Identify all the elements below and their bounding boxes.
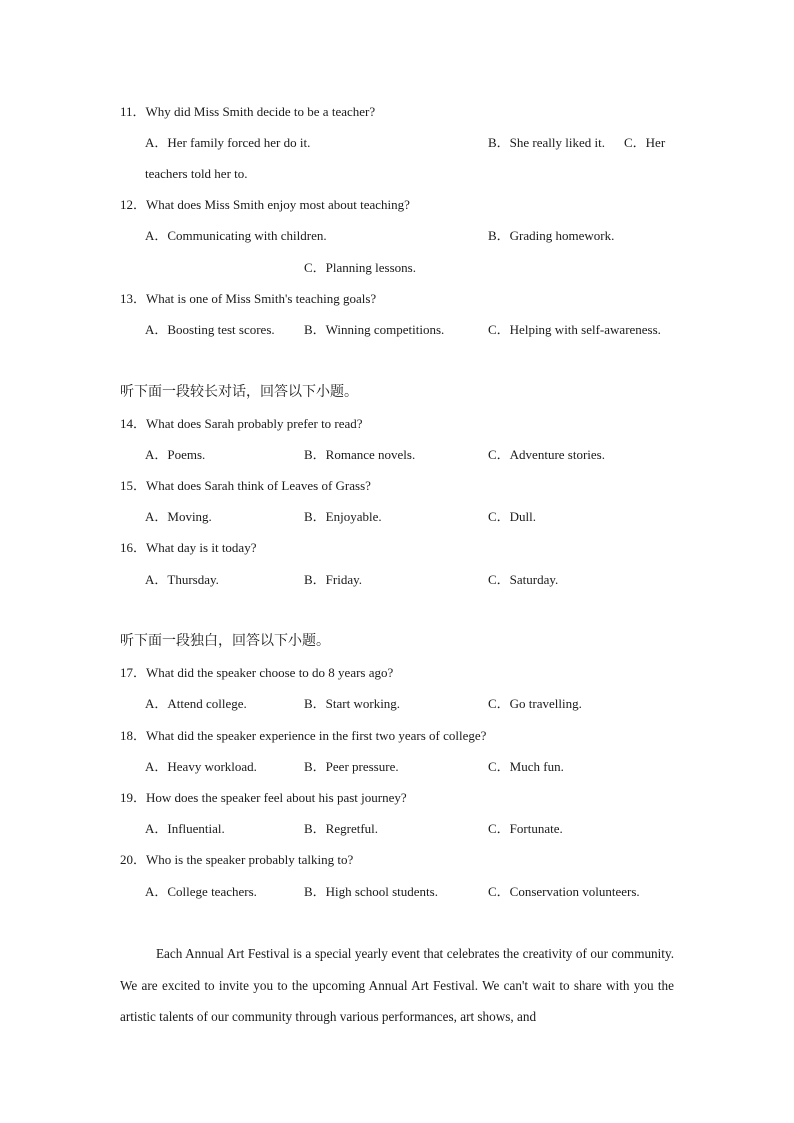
question-19-stem: 19．How does the speaker feel about his past journey? xyxy=(120,790,407,805)
question-20-stem: 20．Who is the speaker probably talking to? xyxy=(120,852,354,867)
question-11-option-c-start: C．Her xyxy=(624,135,666,150)
passage-paragraph: Each Annual Art Festival is a special yearly event that celebrates the creativity of our community. We are excited to invite you to the upcoming Annual Art Festival. We can't wait to share with you the artistic talents of our community through various performances, art shows, and xyxy=(120,946,674,1024)
question-18-option-b: B．Peer pressure. xyxy=(304,759,399,774)
question-16-option-b: B．Friday. xyxy=(304,572,363,587)
question-12-option-a: A．Communicating with children. xyxy=(145,228,327,243)
question-12-option-b: B．Grading homework. xyxy=(488,228,615,243)
question-12-option-c: C．Planning lessons. xyxy=(304,260,416,275)
question-20-option-c: C．Conservation volunteers. xyxy=(488,884,640,899)
question-14-option-b: B．Romance novels. xyxy=(304,447,416,462)
question-18-stem: 18．What did the speaker experience in the first two years of college? xyxy=(120,728,487,743)
question-15-option-b: B．Enjoyable. xyxy=(304,509,382,524)
question-16-option-c: C．Saturday. xyxy=(488,572,559,587)
question-13-option-c: C．Helping with self-awareness. xyxy=(488,322,661,337)
question-13-option-a: A．Boosting test scores. xyxy=(145,322,275,337)
question-17-option-b: B．Start working. xyxy=(304,696,401,711)
question-13-stem: 13．What is one of Miss Smith's teaching goals? xyxy=(120,291,377,306)
question-15-option-a: A．Moving. xyxy=(145,509,212,524)
question-19-option-c: C．Fortunate. xyxy=(488,821,563,836)
question-15-option-c: C．Dull. xyxy=(488,509,537,524)
question-19-option-a: A．Influential. xyxy=(145,821,225,836)
question-18-option-a: A．Heavy workload. xyxy=(145,759,257,774)
question-15-stem: 15．What does Sarah think of Leaves of Grass? xyxy=(120,478,371,493)
question-13-option-b: B．Winning competitions. xyxy=(304,322,445,337)
question-16-option-a: A．Thursday. xyxy=(145,572,219,587)
question-14-option-a: A．Poems. xyxy=(145,447,206,462)
reading-passage xyxy=(120,938,674,1033)
question-17-option-c: C．Go travelling. xyxy=(488,696,582,711)
question-12-stem: 12．What does Miss Smith enjoy most about teaching? xyxy=(120,197,410,212)
question-19-option-b: B．Regretful. xyxy=(304,821,379,836)
section-heading-monologue: 听下面一段独白，回答以下小题。 xyxy=(120,634,330,649)
question-14-option-c: C．Adventure stories. xyxy=(488,447,605,462)
question-14-stem: 14．What does Sarah probably prefer to read? xyxy=(120,416,363,431)
question-11-option-c-end: teachers told her to. xyxy=(145,166,248,181)
section-heading-long-dialogue: 听下面一段较长对话，回答以下小题。 xyxy=(120,385,358,400)
question-17-option-a: A．Attend college. xyxy=(145,696,247,711)
question-11-option-a: A．Her family forced her do it. xyxy=(145,135,311,150)
question-20-option-a: A．College teachers. xyxy=(145,884,257,899)
question-18-option-c: C．Much fun. xyxy=(488,759,564,774)
question-20-option-b: B．High school students. xyxy=(304,884,438,899)
question-11-option-b: B．She really liked it. xyxy=(488,135,605,150)
question-16-stem: 16．What day is it today? xyxy=(120,540,257,555)
question-11-stem: 11．Why did Miss Smith decide to be a teacher? xyxy=(120,104,376,119)
question-17-stem: 17．What did the speaker choose to do 8 years ago? xyxy=(120,665,394,680)
